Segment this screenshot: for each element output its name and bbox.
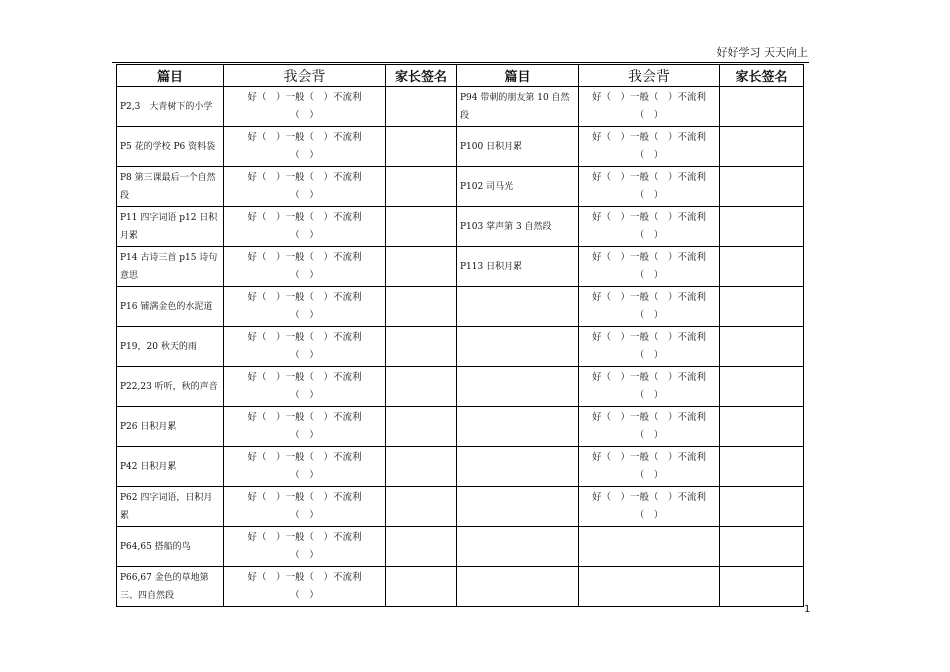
rating-options-cont: （ ） bbox=[290, 109, 319, 121]
rating-cell[interactable] bbox=[224, 207, 386, 247]
rating-options: 好（ ）一般（ ）不流利 bbox=[247, 251, 362, 263]
rating-options: 好（ ）一般（ ）不流利 bbox=[247, 131, 362, 143]
signature-cell[interactable] bbox=[386, 207, 457, 247]
signature-cell[interactable] bbox=[386, 567, 457, 607]
rating-options: 好（ ）一般（ ）不流利 bbox=[247, 451, 362, 463]
topic-cell-left: P16 铺满金色的水泥道 bbox=[117, 287, 224, 327]
rating-options-cont: （ ） bbox=[634, 309, 664, 321]
rating-options: 好（ ）一般（ ）不流利 bbox=[247, 331, 362, 343]
signature-cell[interactable] bbox=[386, 447, 457, 487]
rating-options: 好（ ）一般（ ）不流利 bbox=[591, 211, 706, 223]
signature-cell[interactable] bbox=[386, 87, 457, 127]
signature-cell[interactable] bbox=[720, 367, 804, 407]
rating-options: 好（ ）一般（ ）不流利 bbox=[591, 251, 706, 263]
signature-cell[interactable] bbox=[386, 407, 457, 447]
rating-cell[interactable] bbox=[224, 247, 386, 287]
rating-options-cont: （ ） bbox=[290, 509, 319, 521]
signature-cell[interactable] bbox=[386, 287, 457, 327]
table-row bbox=[117, 87, 804, 127]
table-row bbox=[117, 367, 804, 407]
topic-cell-right: P94 带刺的朋友第 10 自然段 bbox=[457, 87, 579, 127]
rating-cell[interactable] bbox=[224, 567, 386, 607]
rating-options: 好（ ）一般（ ）不流利 bbox=[247, 531, 362, 543]
rating-cell[interactable] bbox=[224, 287, 386, 327]
signature-cell[interactable] bbox=[386, 327, 457, 367]
topic-cell-right bbox=[457, 447, 579, 487]
rating-options: 好（ ）一般（ ）不流利 bbox=[591, 291, 706, 303]
rating-cell[interactable] bbox=[579, 287, 720, 327]
topic-cell-left: P8 第三课最后一个自然段 bbox=[117, 167, 224, 207]
signature-cell[interactable] bbox=[720, 327, 804, 367]
topic-cell-left: P66,67 金色的草地第三、四自然段 bbox=[117, 567, 224, 607]
rating-cell[interactable] bbox=[224, 527, 386, 567]
rating-cell[interactable] bbox=[224, 487, 386, 527]
col-header-recite-right: 我会背 bbox=[579, 65, 720, 87]
rating-options-cont: （ ） bbox=[634, 109, 664, 121]
rating-options: 好（ ）一般（ ）不流利 bbox=[247, 171, 362, 183]
rating-options: 好（ ）一般（ ）不流利 bbox=[591, 171, 706, 183]
rating-cell[interactable] bbox=[224, 367, 386, 407]
header-motto: 好好学习 天天向上 bbox=[716, 46, 808, 59]
topic-cell-left: P14 古诗三首 p15 诗句意思 bbox=[117, 247, 224, 287]
rating-cell[interactable] bbox=[579, 87, 720, 127]
col-header-signature-left: 家长签名 bbox=[386, 65, 457, 87]
topic-cell-right bbox=[457, 567, 579, 607]
rating-options: 好（ ）一般（ ）不流利 bbox=[247, 411, 362, 423]
rating-cell[interactable] bbox=[579, 327, 720, 367]
topic-cell-left: P64,65 搭船的鸟 bbox=[117, 527, 224, 567]
signature-cell[interactable] bbox=[386, 127, 457, 167]
rating-options: 好（ ）一般（ ）不流利 bbox=[591, 451, 706, 463]
rating-cell[interactable] bbox=[579, 407, 720, 447]
rating-cell[interactable] bbox=[224, 87, 386, 127]
rating-options-cont: （ ） bbox=[290, 589, 319, 601]
table-row bbox=[117, 527, 804, 567]
signature-cell[interactable] bbox=[720, 487, 804, 527]
rating-cell[interactable] bbox=[579, 207, 720, 247]
topic-cell-right bbox=[457, 487, 579, 527]
rating-cell[interactable] bbox=[224, 127, 386, 167]
page-number: 1 bbox=[804, 604, 811, 615]
topic-cell-right bbox=[457, 527, 579, 567]
signature-cell[interactable] bbox=[386, 367, 457, 407]
table-row bbox=[117, 487, 804, 527]
table-row bbox=[117, 247, 804, 287]
signature-cell[interactable] bbox=[720, 127, 804, 167]
topic-cell-left: P42 日积月累 bbox=[117, 447, 224, 487]
rating-options: 好（ ）一般（ ）不流利 bbox=[591, 371, 706, 383]
rating-options-cont: （ ） bbox=[290, 549, 319, 561]
table-row bbox=[117, 287, 804, 327]
rating-cell[interactable] bbox=[579, 247, 720, 287]
topic-cell-right: P100 日积月累 bbox=[457, 127, 579, 167]
rating-options-cont: （ ） bbox=[290, 229, 319, 241]
signature-cell[interactable] bbox=[386, 167, 457, 207]
rating-cell[interactable] bbox=[224, 167, 386, 207]
rating-options: 好（ ）一般（ ）不流利 bbox=[247, 211, 362, 223]
rating-cell bbox=[579, 527, 720, 567]
topic-cell-right bbox=[457, 407, 579, 447]
rating-options: 好（ ）一般（ ）不流利 bbox=[591, 491, 706, 503]
signature-cell[interactable] bbox=[720, 527, 804, 567]
signature-cell[interactable] bbox=[386, 527, 457, 567]
table-row bbox=[117, 567, 804, 607]
signature-cell[interactable] bbox=[720, 167, 804, 207]
topic-cell-left: P5 花的学校 P6 资料袋 bbox=[117, 127, 224, 167]
rating-options: 好（ ）一般（ ）不流利 bbox=[247, 291, 362, 303]
rating-options: 好（ ）一般（ ）不流利 bbox=[247, 91, 362, 103]
table-row bbox=[117, 207, 804, 247]
rating-options-cont: （ ） bbox=[290, 349, 319, 361]
rating-options: 好（ ）一般（ ）不流利 bbox=[247, 491, 362, 503]
rating-options: 好（ ）一般（ ）不流利 bbox=[591, 411, 706, 423]
signature-cell[interactable] bbox=[720, 407, 804, 447]
rating-options-cont: （ ） bbox=[290, 429, 319, 441]
col-header-topic-right: 篇目 bbox=[457, 65, 579, 87]
topic-cell-right: P113 日积月累 bbox=[457, 247, 579, 287]
topic-cell-left: P62 四字词语，日积月累 bbox=[117, 487, 224, 527]
signature-cell[interactable] bbox=[720, 287, 804, 327]
rating-options-cont: （ ） bbox=[634, 149, 664, 161]
rating-options-cont: （ ） bbox=[634, 429, 664, 441]
rating-cell[interactable] bbox=[224, 327, 386, 367]
rating-options-cont: （ ） bbox=[634, 349, 664, 361]
topic-cell-left: P19，20 秋天的雨 bbox=[117, 327, 224, 367]
rating-options-cont: （ ） bbox=[634, 229, 664, 241]
rating-options: 好（ ）一般（ ）不流利 bbox=[247, 371, 362, 383]
rating-options: 好（ ）一般（ ）不流利 bbox=[591, 91, 706, 103]
recitation-table bbox=[116, 64, 804, 607]
topic-cell-right bbox=[457, 327, 579, 367]
rating-cell bbox=[579, 567, 720, 607]
col-header-signature-right: 家长签名 bbox=[720, 65, 804, 87]
rating-options-cont: （ ） bbox=[634, 469, 664, 481]
topic-cell-right bbox=[457, 367, 579, 407]
rating-cell[interactable] bbox=[579, 367, 720, 407]
rating-options-cont: （ ） bbox=[634, 269, 664, 281]
header-rule bbox=[112, 62, 809, 63]
rating-options-cont: （ ） bbox=[634, 189, 664, 201]
rating-options-cont: （ ） bbox=[290, 189, 319, 201]
topic-cell-left: P22,23 听听，秋的声音 bbox=[117, 367, 224, 407]
rating-options-cont: （ ） bbox=[634, 509, 664, 521]
signature-cell[interactable] bbox=[720, 87, 804, 127]
col-header-recite-left: 我会背 bbox=[224, 65, 386, 87]
topic-cell-left: P2,3 大青树下的小学 bbox=[117, 87, 224, 127]
table-row bbox=[117, 327, 804, 367]
rating-cell[interactable] bbox=[224, 407, 386, 447]
rating-cell[interactable] bbox=[579, 167, 720, 207]
topic-cell-left: P11 四字词语 p12 日积月累 bbox=[117, 207, 224, 247]
rating-options: 好（ ）一般（ ）不流利 bbox=[591, 131, 706, 143]
rating-options-cont: （ ） bbox=[290, 149, 319, 161]
signature-cell[interactable] bbox=[720, 207, 804, 247]
signature-cell[interactable] bbox=[720, 247, 804, 287]
col-header-topic-left: 篇目 bbox=[117, 65, 224, 87]
table-row bbox=[117, 447, 804, 487]
signature-cell[interactable] bbox=[720, 447, 804, 487]
signature-cell[interactable] bbox=[386, 247, 457, 287]
table-header-row bbox=[117, 65, 804, 87]
rating-options-cont: （ ） bbox=[634, 389, 664, 401]
rating-options: 好（ ）一般（ ）不流利 bbox=[247, 571, 362, 583]
topic-cell-right: P102 司马光 bbox=[457, 167, 579, 207]
topic-cell-right bbox=[457, 287, 579, 327]
signature-cell[interactable] bbox=[386, 487, 457, 527]
table-row bbox=[117, 127, 804, 167]
signature-cell[interactable] bbox=[720, 567, 804, 607]
table-row bbox=[117, 407, 804, 447]
table-row bbox=[117, 167, 804, 207]
rating-options-cont: （ ） bbox=[290, 389, 319, 401]
rating-options-cont: （ ） bbox=[290, 309, 319, 321]
rating-cell[interactable] bbox=[579, 447, 720, 487]
topic-cell-left: P26 日积月累 bbox=[117, 407, 224, 447]
rating-options-cont: （ ） bbox=[290, 269, 319, 281]
rating-options-cont: （ ） bbox=[290, 469, 319, 481]
rating-cell[interactable] bbox=[579, 127, 720, 167]
topic-cell-right: P103 掌声第 3 自然段 bbox=[457, 207, 579, 247]
rating-cell[interactable] bbox=[224, 447, 386, 487]
rating-cell[interactable] bbox=[579, 487, 720, 527]
rating-options: 好（ ）一般（ ）不流利 bbox=[591, 331, 706, 343]
